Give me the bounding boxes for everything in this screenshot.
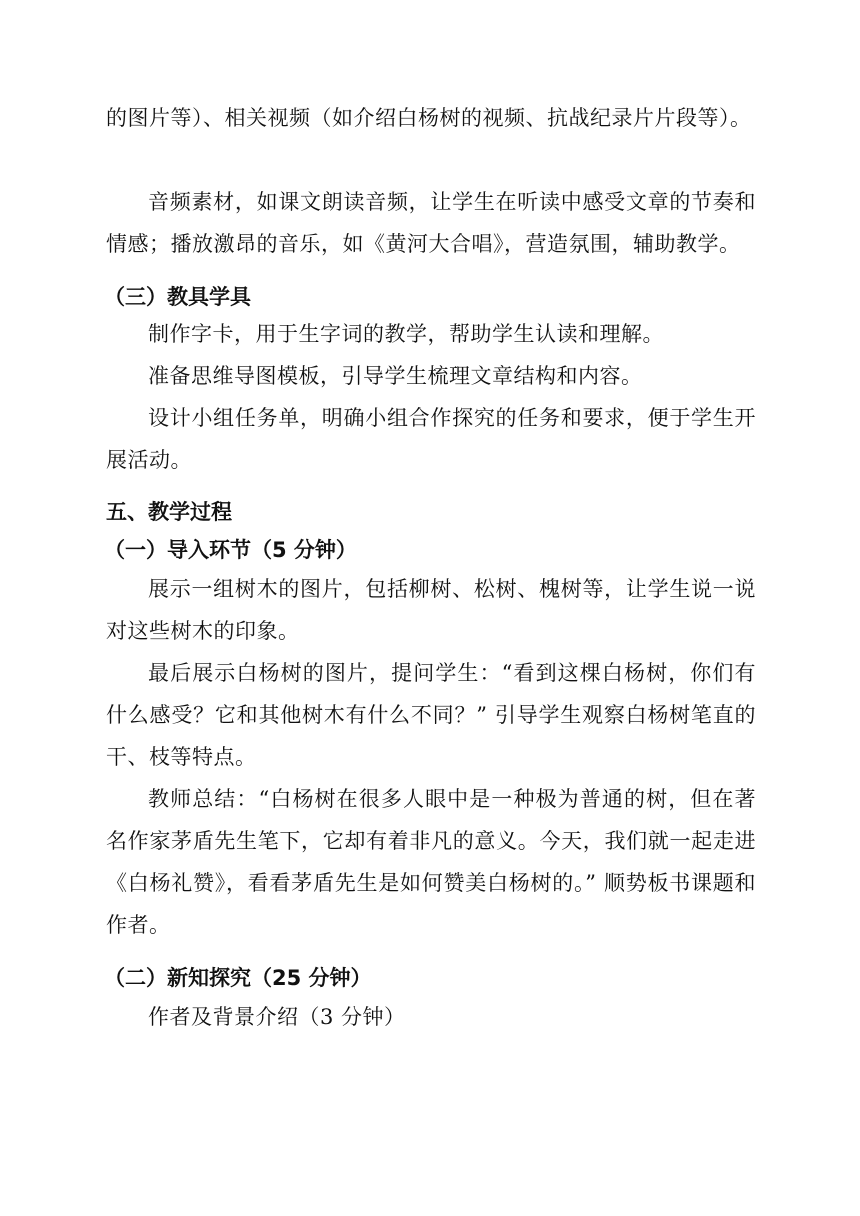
heading-teaching-aids: （三）教具学具: [104, 285, 251, 309]
paragraph-audio-materials: 音频素材，如课文朗读音频，让学生在听读中感受文章的节奏和情感；播放激昂的音乐，如《黄河大合唱》，营造氛围，辅助教学。: [106, 190, 756, 256]
paragraph-show-poplar: 最后展示白杨树的图片，提问学生：“看到这棵白杨树，你们有什么感受？它和其他树木有什么不同？” 引导学生观察白杨树笔直的干、枝等特点。: [106, 661, 756, 769]
paragraph-author-background: 作者及背景介绍（3 分钟）: [148, 1005, 406, 1029]
heading-teaching-process: 五、教学过程: [106, 500, 232, 524]
paragraph-resources-continued: 的图片等）、相关视频（如介绍白杨树的视频、抗战纪录片片段等）。: [106, 106, 752, 130]
paragraph-teacher-summary: 教师总结：“白杨树在很多人眼中是一种极为普通的树，但在著名作家茅盾先生笔下，它却有着非凡的意义。今天，我们就一起走进《白杨礼赞》，看看茅盾先生是如何赞美白杨树的。” 顺势板书课题和作者。: [106, 787, 756, 937]
paragraph-word-cards: 制作字卡，用于生字词的教学，帮助学生认读和理解。: [148, 322, 664, 346]
paragraph-group-tasks: 设计小组任务单，明确小组合作探究的任务和要求，便于学生开展活动。: [106, 406, 756, 472]
paragraph-mind-map: 准备思维导图模板，引导学生梳理文章结构和内容。: [148, 364, 643, 388]
heading-new-knowledge: （二）新知探究（25 分钟）: [104, 966, 372, 990]
paragraph-show-trees: 展示一组树木的图片，包括柳树、松树、槐树等，让学生说一说对这些树木的印象。: [106, 577, 756, 643]
heading-introduction: （一）导入环节（5 分钟）: [104, 538, 357, 562]
